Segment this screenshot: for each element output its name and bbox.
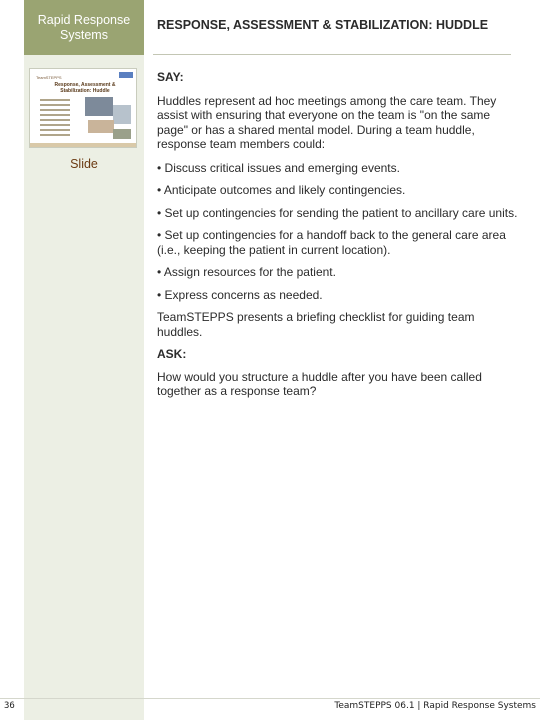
thumbnail-tab: [119, 72, 133, 78]
thumbnail-photo: [85, 97, 113, 116]
thumbnail-line: [40, 99, 70, 101]
thumbnail-photo: [113, 105, 131, 124]
bullet-item: • Set up contingencies for a handoff back to the general care area (i.e., keeping the patient in current location).: [157, 228, 506, 257]
thumbnail-logo: TeamSTEPPS: [36, 75, 62, 80]
bullet-item: • Discuss critical issues and emerging events.: [157, 160, 400, 175]
footer-divider: [0, 698, 540, 699]
thumbnail-line: [40, 129, 70, 131]
slide-thumbnail: [29, 68, 137, 148]
main-content: [157, 70, 519, 399]
bullet-item: • Set up contingencies for sending the patient to ancillary care units.: [157, 205, 518, 220]
thumbnail-line: [40, 134, 70, 136]
bullet-item: • Assign resources for the patient.: [157, 265, 336, 279]
sidebar-header: Rapid Response Systems: [24, 0, 144, 55]
thumbnail-title: Response, Assessment & Stabilization: Huddle: [54, 82, 116, 94]
thumbnail-footer: [30, 143, 136, 147]
say-heading: SAY:: [157, 70, 184, 84]
thumbnail-line: [40, 124, 70, 126]
page-title: RESPONSE, ASSESSMENT & STABILIZATION: HUDDLE: [157, 18, 489, 32]
bullet-item: • Express concerns as needed.: [157, 287, 323, 302]
ask-text: How would you structure a huddle after you have been called together as a response team?: [157, 369, 482, 398]
thumbnail-line: [40, 104, 70, 106]
ask-heading: ASK:: [157, 347, 187, 361]
bullet-item: • Anticipate outcomes and likely contingencies.: [157, 183, 406, 197]
thumbnail-photo: [113, 129, 131, 139]
thumbnail-line: [40, 119, 70, 121]
thumbnail-line: [40, 109, 70, 111]
thumbnail-photo: [88, 120, 114, 133]
thumbnail-line: [40, 114, 70, 116]
say-intro: Huddles represent ad hoc meetings among the care team. They assist with ensuring that everyone on the team is "on the same page" or has a shared mental model. During a team huddle, response team members could:: [157, 93, 497, 151]
slide-label: Slide: [70, 157, 98, 171]
footer-text: TeamSTEPPS 06.1 | Rapid Response Systems: [334, 701, 536, 711]
title-divider: [153, 54, 511, 55]
checklist-note: TeamSTEPPS presents a briefing checklist for guiding team huddles.: [157, 310, 475, 339]
page-number: 36: [4, 701, 15, 711]
